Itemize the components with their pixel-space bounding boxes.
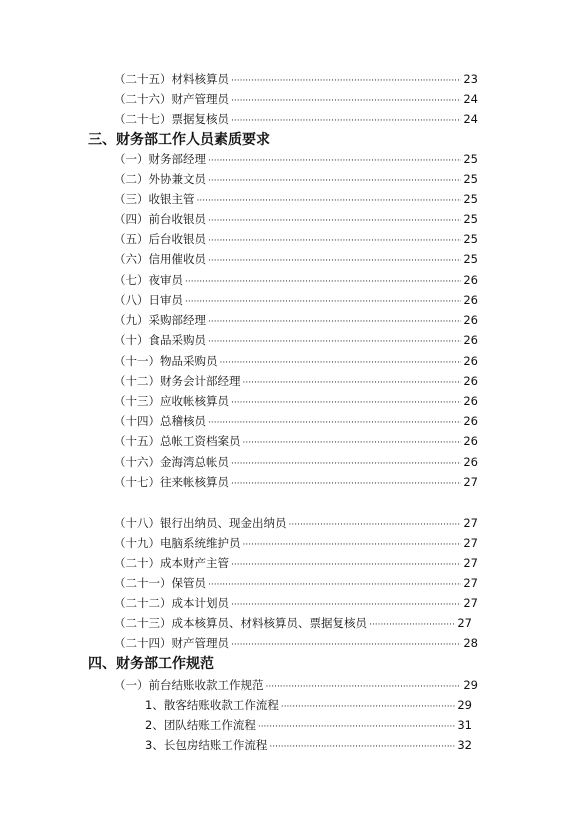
dot-leader: [289, 518, 462, 532]
toc-entry-page: 27: [463, 596, 478, 610]
toc-entry-page: 25: [463, 172, 478, 186]
dot-leader: [258, 720, 456, 734]
toc-entry[interactable]: [114, 374, 478, 390]
toc-entry-label: （六）信用催收员: [114, 252, 206, 266]
toc-entry[interactable]: [114, 616, 472, 632]
dot-leader: [231, 114, 461, 128]
toc-entry[interactable]: [114, 293, 478, 309]
toc-entry-page: 29: [457, 698, 472, 712]
dot-leader: [208, 315, 461, 329]
toc-entry[interactable]: [114, 112, 478, 128]
dot-leader: [185, 275, 461, 289]
toc-entry[interactable]: [114, 636, 478, 652]
toc-entry[interactable]: [114, 172, 478, 188]
toc-entry[interactable]: [114, 192, 478, 208]
dot-leader: [266, 680, 462, 694]
toc-entry-page: 26: [463, 273, 478, 287]
dot-leader: [231, 558, 461, 572]
toc-entry[interactable]: [114, 414, 478, 430]
toc-entry[interactable]: [114, 536, 478, 552]
toc-entry[interactable]: [114, 516, 478, 532]
toc-entry-label: （七）夜审员: [114, 273, 183, 287]
toc-entry-page: 26: [463, 414, 478, 428]
toc-entry[interactable]: [114, 455, 478, 471]
toc-entry-page: 29: [463, 678, 478, 692]
dot-leader: [243, 538, 462, 552]
toc-entry[interactable]: [114, 212, 478, 228]
toc-entry-page: 27: [463, 475, 478, 489]
toc-entry-label: （九）采购部经理: [114, 313, 206, 327]
toc-entry[interactable]: [145, 698, 472, 714]
toc-entry-page: 27: [463, 536, 478, 550]
toc-entry-label: （十二）财务会计部经理: [114, 374, 241, 388]
toc-entry-label: （一）前台结账收款工作规范: [114, 678, 264, 692]
toc-entry[interactable]: [114, 678, 478, 694]
toc-entry-label: （十六）金海湾总帐员: [114, 455, 229, 469]
dot-leader: [208, 578, 461, 592]
dot-leader: [208, 234, 461, 248]
toc-entry[interactable]: [114, 313, 478, 329]
toc-entry-label: 3、长包房结账工作流程: [145, 738, 268, 752]
toc-entry-label: （十七）往来帐核算员: [114, 475, 229, 489]
dot-leader: [208, 214, 461, 228]
dot-leader: [231, 598, 461, 612]
toc-entry[interactable]: [114, 394, 478, 410]
toc-entry-page: 27: [457, 616, 472, 630]
toc-entry[interactable]: [114, 596, 478, 612]
dot-leader: [208, 254, 461, 268]
toc-entry-label: （十三）应收帐核算员: [114, 394, 229, 408]
toc-entry[interactable]: [145, 738, 472, 754]
toc-entry-page: 23: [463, 72, 478, 86]
toc-entry-page: 25: [463, 232, 478, 246]
section-heading[interactable]: 三、财务部工作人员素质要求: [88, 132, 270, 148]
toc-entry-page: 31: [457, 718, 472, 732]
toc-entry-page: 26: [463, 333, 478, 347]
dot-leader: [231, 396, 461, 410]
toc-entry-page: 26: [463, 313, 478, 327]
toc-entry-label: （三）收银主管: [114, 192, 195, 206]
toc-entry-label: （十一）物品采购员: [114, 354, 218, 368]
toc-entry-page: 26: [463, 394, 478, 408]
toc-entry-label: （十四）总稽核员: [114, 414, 206, 428]
section-heading[interactable]: 四、财务部工作规范: [88, 656, 214, 672]
toc-entry[interactable]: [145, 718, 472, 734]
toc-entry-label: （二）外协兼文员: [114, 172, 206, 186]
toc-entry-page: 32: [457, 738, 472, 752]
toc-entry-page: 27: [463, 576, 478, 590]
toc-entry[interactable]: [114, 475, 478, 491]
dot-leader: [208, 416, 461, 430]
toc-entry[interactable]: [114, 354, 478, 370]
dot-leader: [197, 194, 462, 208]
toc-entry-label: （十八）银行出纳员、现金出纳员: [114, 516, 287, 530]
dot-leader: [243, 436, 462, 450]
toc-entry[interactable]: [114, 232, 478, 248]
toc-entry-label: （五）后台收银员: [114, 232, 206, 246]
dot-leader: [220, 356, 462, 370]
toc-entry-page: 25: [463, 212, 478, 226]
toc-entry-page: 24: [463, 92, 478, 106]
toc-entry-label: （二十三）成本核算员、材料核算员、票据复核员: [114, 616, 367, 630]
toc-entry-page: 26: [463, 434, 478, 448]
dot-leader: [208, 174, 461, 188]
toc-entry-page: 27: [463, 556, 478, 570]
toc-entry[interactable]: [114, 333, 478, 349]
toc-entry-label: （二十五）材料核算员: [114, 72, 229, 86]
toc-entry[interactable]: [114, 434, 478, 450]
dot-leader: [269, 740, 455, 754]
toc-entry-label: （四）前台收银员: [114, 212, 206, 226]
toc-entry-label: （一）财务部经理: [114, 152, 206, 166]
toc-entry-label: （二十）成本财产主管: [114, 556, 229, 570]
toc-entry-label: 1、散客结账收款工作流程: [145, 698, 279, 712]
toc-entry-label: （二十六）财产管理员: [114, 92, 229, 106]
toc-entry-page: 26: [463, 293, 478, 307]
dot-leader: [208, 335, 461, 349]
dot-leader: [231, 94, 461, 108]
toc-entry-label: （二十七）票据复核员: [114, 112, 229, 126]
toc-entry-page: 26: [463, 354, 478, 368]
toc-entry[interactable]: [114, 152, 478, 168]
dot-leader: [243, 376, 462, 390]
dot-leader: [208, 154, 461, 168]
toc-entry-label: （二十一）保管员: [114, 576, 206, 590]
toc-entry-label: （八）日审员: [114, 293, 183, 307]
toc-entry-page: 24: [463, 112, 478, 126]
toc-entry-page: 25: [463, 192, 478, 206]
toc-entry-label: 2、团队结账工作流程: [145, 718, 256, 732]
toc-entry[interactable]: [114, 556, 478, 572]
toc-entry-page: 27: [463, 516, 478, 530]
dot-leader: [231, 477, 461, 491]
dot-leader: [281, 700, 456, 714]
toc-entry-page: 25: [463, 152, 478, 166]
toc-entry-label: （十）食品采购员: [114, 333, 206, 347]
toc-entry-page: 26: [463, 374, 478, 388]
toc-entry-label: （二十二）成本计划员: [114, 596, 229, 610]
dot-leader: [231, 74, 461, 88]
toc-entry-page: 26: [463, 455, 478, 469]
dot-leader: [369, 618, 455, 632]
toc-entry-page: 28: [463, 636, 478, 650]
dot-leader: [231, 457, 461, 471]
toc-entry-page: 25: [463, 252, 478, 266]
toc-entry[interactable]: [114, 576, 478, 592]
dot-leader: [231, 638, 461, 652]
toc-entry-label: （二十四）财产管理员: [114, 636, 229, 650]
toc-entry-label: （十九）电脑系统维护员: [114, 536, 241, 550]
toc-entry[interactable]: [114, 92, 478, 108]
toc-entry[interactable]: [114, 72, 478, 88]
toc-entry[interactable]: [114, 273, 478, 289]
dot-leader: [185, 295, 461, 309]
toc-entry-label: （十五）总帐工资档案员: [114, 434, 241, 448]
toc-entry[interactable]: [114, 252, 478, 268]
